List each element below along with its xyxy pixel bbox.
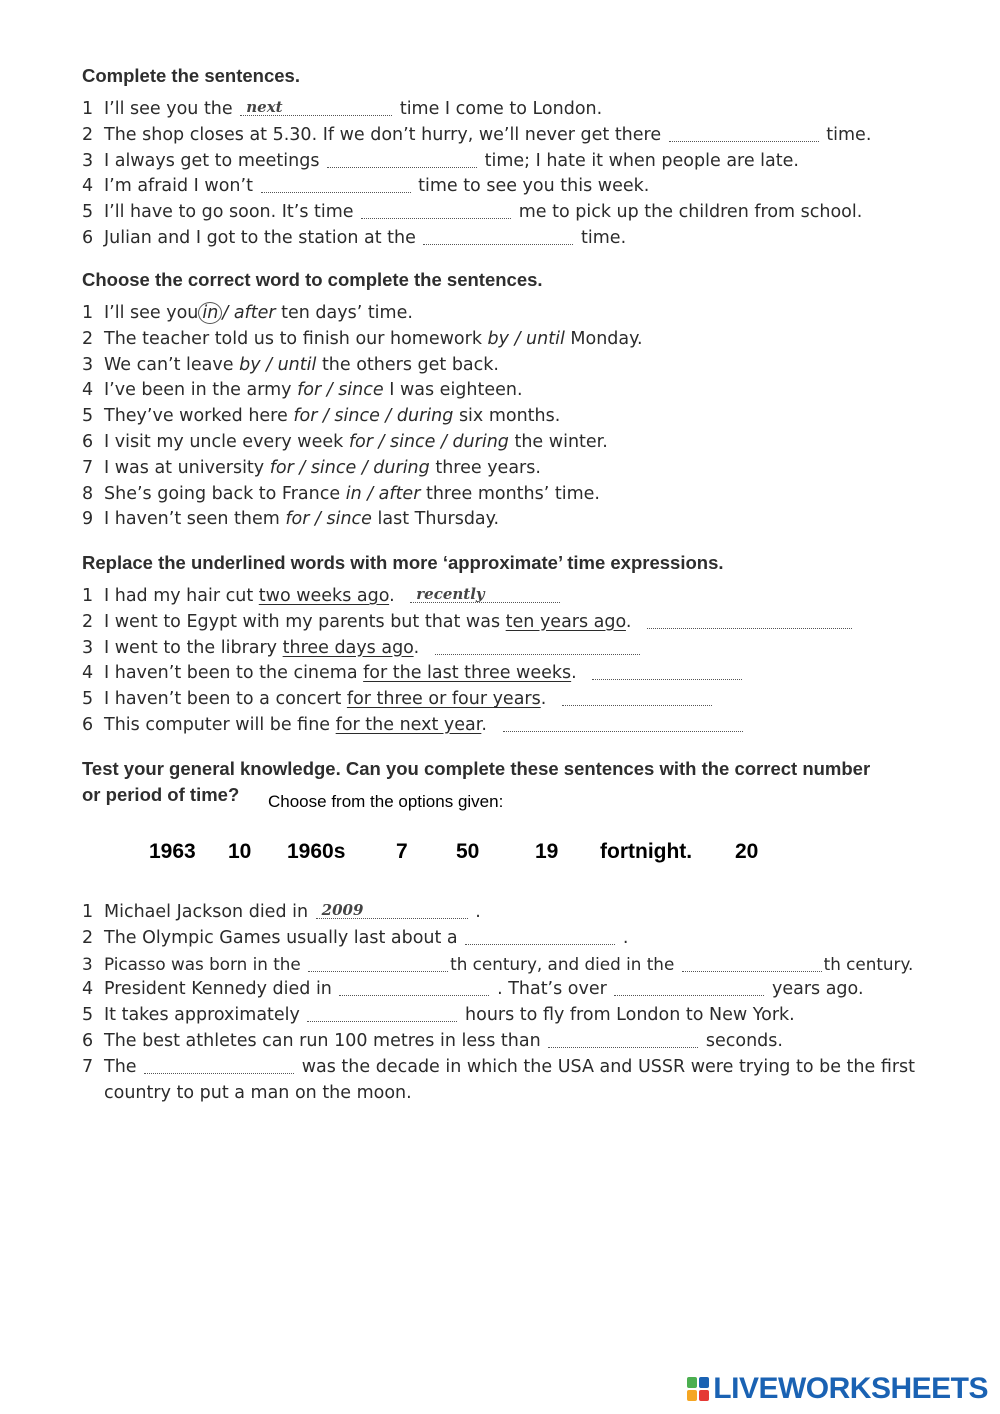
answer-blank[interactable]	[361, 200, 511, 219]
answer-blank[interactable]	[647, 610, 852, 629]
list-item: 5 It takes approximately hours to fly from London to New York.	[82, 1005, 795, 1026]
list-item: 8 She’s going back to France in / after three months’ time.	[82, 483, 600, 504]
section-heading: Test your general knowledge. Can you complete these sentences with the correct number	[82, 758, 871, 779]
list-item: 5 I haven’t been to a concert for three or four years.	[82, 687, 962, 713]
option-word[interactable]: 20	[735, 840, 759, 863]
option-word[interactable]: 10	[228, 840, 252, 863]
answer-blank[interactable]	[682, 953, 822, 972]
section-knowledge-items	[82, 900, 962, 1106]
answer-blank[interactable]	[669, 123, 819, 142]
section-choose-word	[82, 266, 962, 533]
answer-blank[interactable]	[435, 636, 640, 655]
list-item: 2 I went to Egypt with my parents but that was ten years ago.	[82, 610, 962, 636]
circled-choice[interactable]: in	[198, 302, 222, 324]
answer-blank[interactable]	[614, 977, 764, 996]
underlined-phrase: three days ago	[282, 637, 414, 658]
options-bank	[0, 840, 1000, 870]
list-item: 6 Julian and I got to the station at the time.	[82, 227, 627, 248]
answer-blank[interactable]	[144, 1055, 294, 1074]
answer-blank[interactable]	[503, 713, 743, 732]
list-item: 9 I haven’t seen them for / since last Thursday.	[82, 509, 500, 530]
underlined-phrase: two weeks ago	[258, 586, 390, 606]
word-choice[interactable]: for / since / during	[293, 406, 454, 427]
list-item: 3 We can’t leave by / until the others get back.	[82, 354, 499, 375]
underlined-phrase: for the last three weeks	[363, 663, 572, 684]
word-choice[interactable]: by / until	[239, 354, 317, 375]
handwritten-answer: 2009	[321, 901, 364, 919]
list-item: 4 President Kennedy died in . That’s over years ago.	[82, 979, 864, 1000]
answer-blank[interactable]	[327, 149, 477, 168]
option-word[interactable]: fortnight.	[600, 840, 693, 863]
underlined-phrase: for the next year	[335, 714, 482, 735]
option-word[interactable]: 19	[535, 840, 559, 863]
liveworksheets-logo	[687, 1372, 988, 1406]
word-choice[interactable]: by / until	[487, 328, 565, 349]
list-item: 5 They’ve worked here for / since / during six months.	[82, 406, 561, 427]
word-choice[interactable]: for / since / during	[348, 431, 509, 452]
section-general-knowledge	[82, 756, 962, 808]
answer-blank[interactable]	[307, 1003, 457, 1022]
list-item: 2 The Olympic Games usually last about a .	[82, 927, 629, 948]
list-item: 7 I was at university for / since / during three years.	[82, 457, 541, 478]
word-choice[interactable]: in / after	[345, 483, 421, 504]
section-heading-line2: or period of time?	[82, 784, 240, 805]
option-word[interactable]: 7	[396, 840, 408, 863]
answer-blank[interactable]	[465, 926, 615, 945]
word-choice[interactable]: for / since / during	[269, 457, 430, 478]
list-item: 2 The teacher told us to finish our homework by / until Monday.	[82, 328, 643, 349]
list-item: 1 I’ll see you in / after ten days’ time.	[82, 303, 413, 323]
list-item: 1 I’ll see you the next time I come to London.	[82, 98, 603, 119]
section-heading: Complete the sentences.	[82, 65, 300, 86]
underlined-phrase: ten years ago	[505, 611, 626, 632]
section-complete-sentences	[82, 62, 962, 252]
answer-blank[interactable]	[592, 661, 742, 680]
word-choice[interactable]: for / since	[285, 509, 372, 530]
list-item: 2 The shop closes at 5.30. If we don’t hurry, we’ll never get there time.	[82, 124, 872, 145]
answer-blank[interactable]	[562, 687, 712, 706]
answer-blank[interactable]	[316, 900, 468, 919]
list-item: 4 I haven’t been to the cinema for the last three weeks.	[82, 661, 962, 687]
list-item: 1 Michael Jackson died in 2009 .	[82, 901, 481, 922]
list-item-continuation: country to put a man on the moon.	[104, 1082, 412, 1103]
answer-blank[interactable]	[308, 953, 448, 972]
section-heading: Replace the underlined words with more ‘approximate’ time expressions.	[82, 552, 724, 573]
list-item: 3 I always get to meetings time; I hate it when people are late.	[82, 150, 799, 171]
list-item: 3 Picasso was born in the th century, and died in the th century.	[82, 953, 914, 974]
answer-blank[interactable]	[548, 1029, 698, 1048]
list-item: 6 I visit my uncle every week for / since / during the winter.	[82, 431, 608, 452]
logo-text: LIVEWORKSHEETS	[713, 1372, 988, 1405]
handwritten-answer: next	[246, 98, 283, 116]
handwritten-answer: recently	[416, 585, 485, 603]
word-choice[interactable]: / after	[222, 303, 276, 323]
list-item: 5 I’ll have to go soon. It’s time me to pick up the children from school.	[82, 202, 863, 223]
answer-blank[interactable]	[410, 584, 560, 603]
answer-blank[interactable]	[339, 977, 489, 996]
list-item: 6 The best athletes can run 100 metres in less than seconds.	[82, 1030, 783, 1051]
word-choice[interactable]: for / since	[297, 380, 384, 401]
section-heading: Choose the correct word to complete the sentences.	[82, 269, 543, 290]
list-item: 4 I’ve been in the army for / since I was eighteen.	[82, 380, 523, 401]
list-item: 7 The was the decade in which the USA and USSR were trying to be the first	[82, 1056, 916, 1077]
list-item: 1 I had my hair cut two weeks ago. recently	[82, 584, 962, 610]
option-word[interactable]: 50	[456, 840, 480, 863]
underlined-phrase: for three or four years	[346, 689, 541, 710]
option-word[interactable]: 1960s	[287, 840, 346, 863]
section-approximate-time	[82, 549, 962, 739]
list-item: 4 I’m afraid I won’t time to see you this week.	[82, 176, 650, 197]
answer-blank[interactable]	[261, 174, 411, 193]
answer-blank[interactable]	[423, 226, 573, 245]
option-word[interactable]: 1963	[149, 840, 196, 863]
list-item: 3 I went to the library three days ago.	[82, 636, 962, 662]
answer-blank[interactable]	[240, 97, 392, 116]
liveworksheets-logo-icon	[687, 1377, 709, 1401]
list-item: 6 This computer will be fine for the next year.	[82, 713, 962, 739]
instruction-note: Choose from the options given:	[268, 792, 504, 811]
